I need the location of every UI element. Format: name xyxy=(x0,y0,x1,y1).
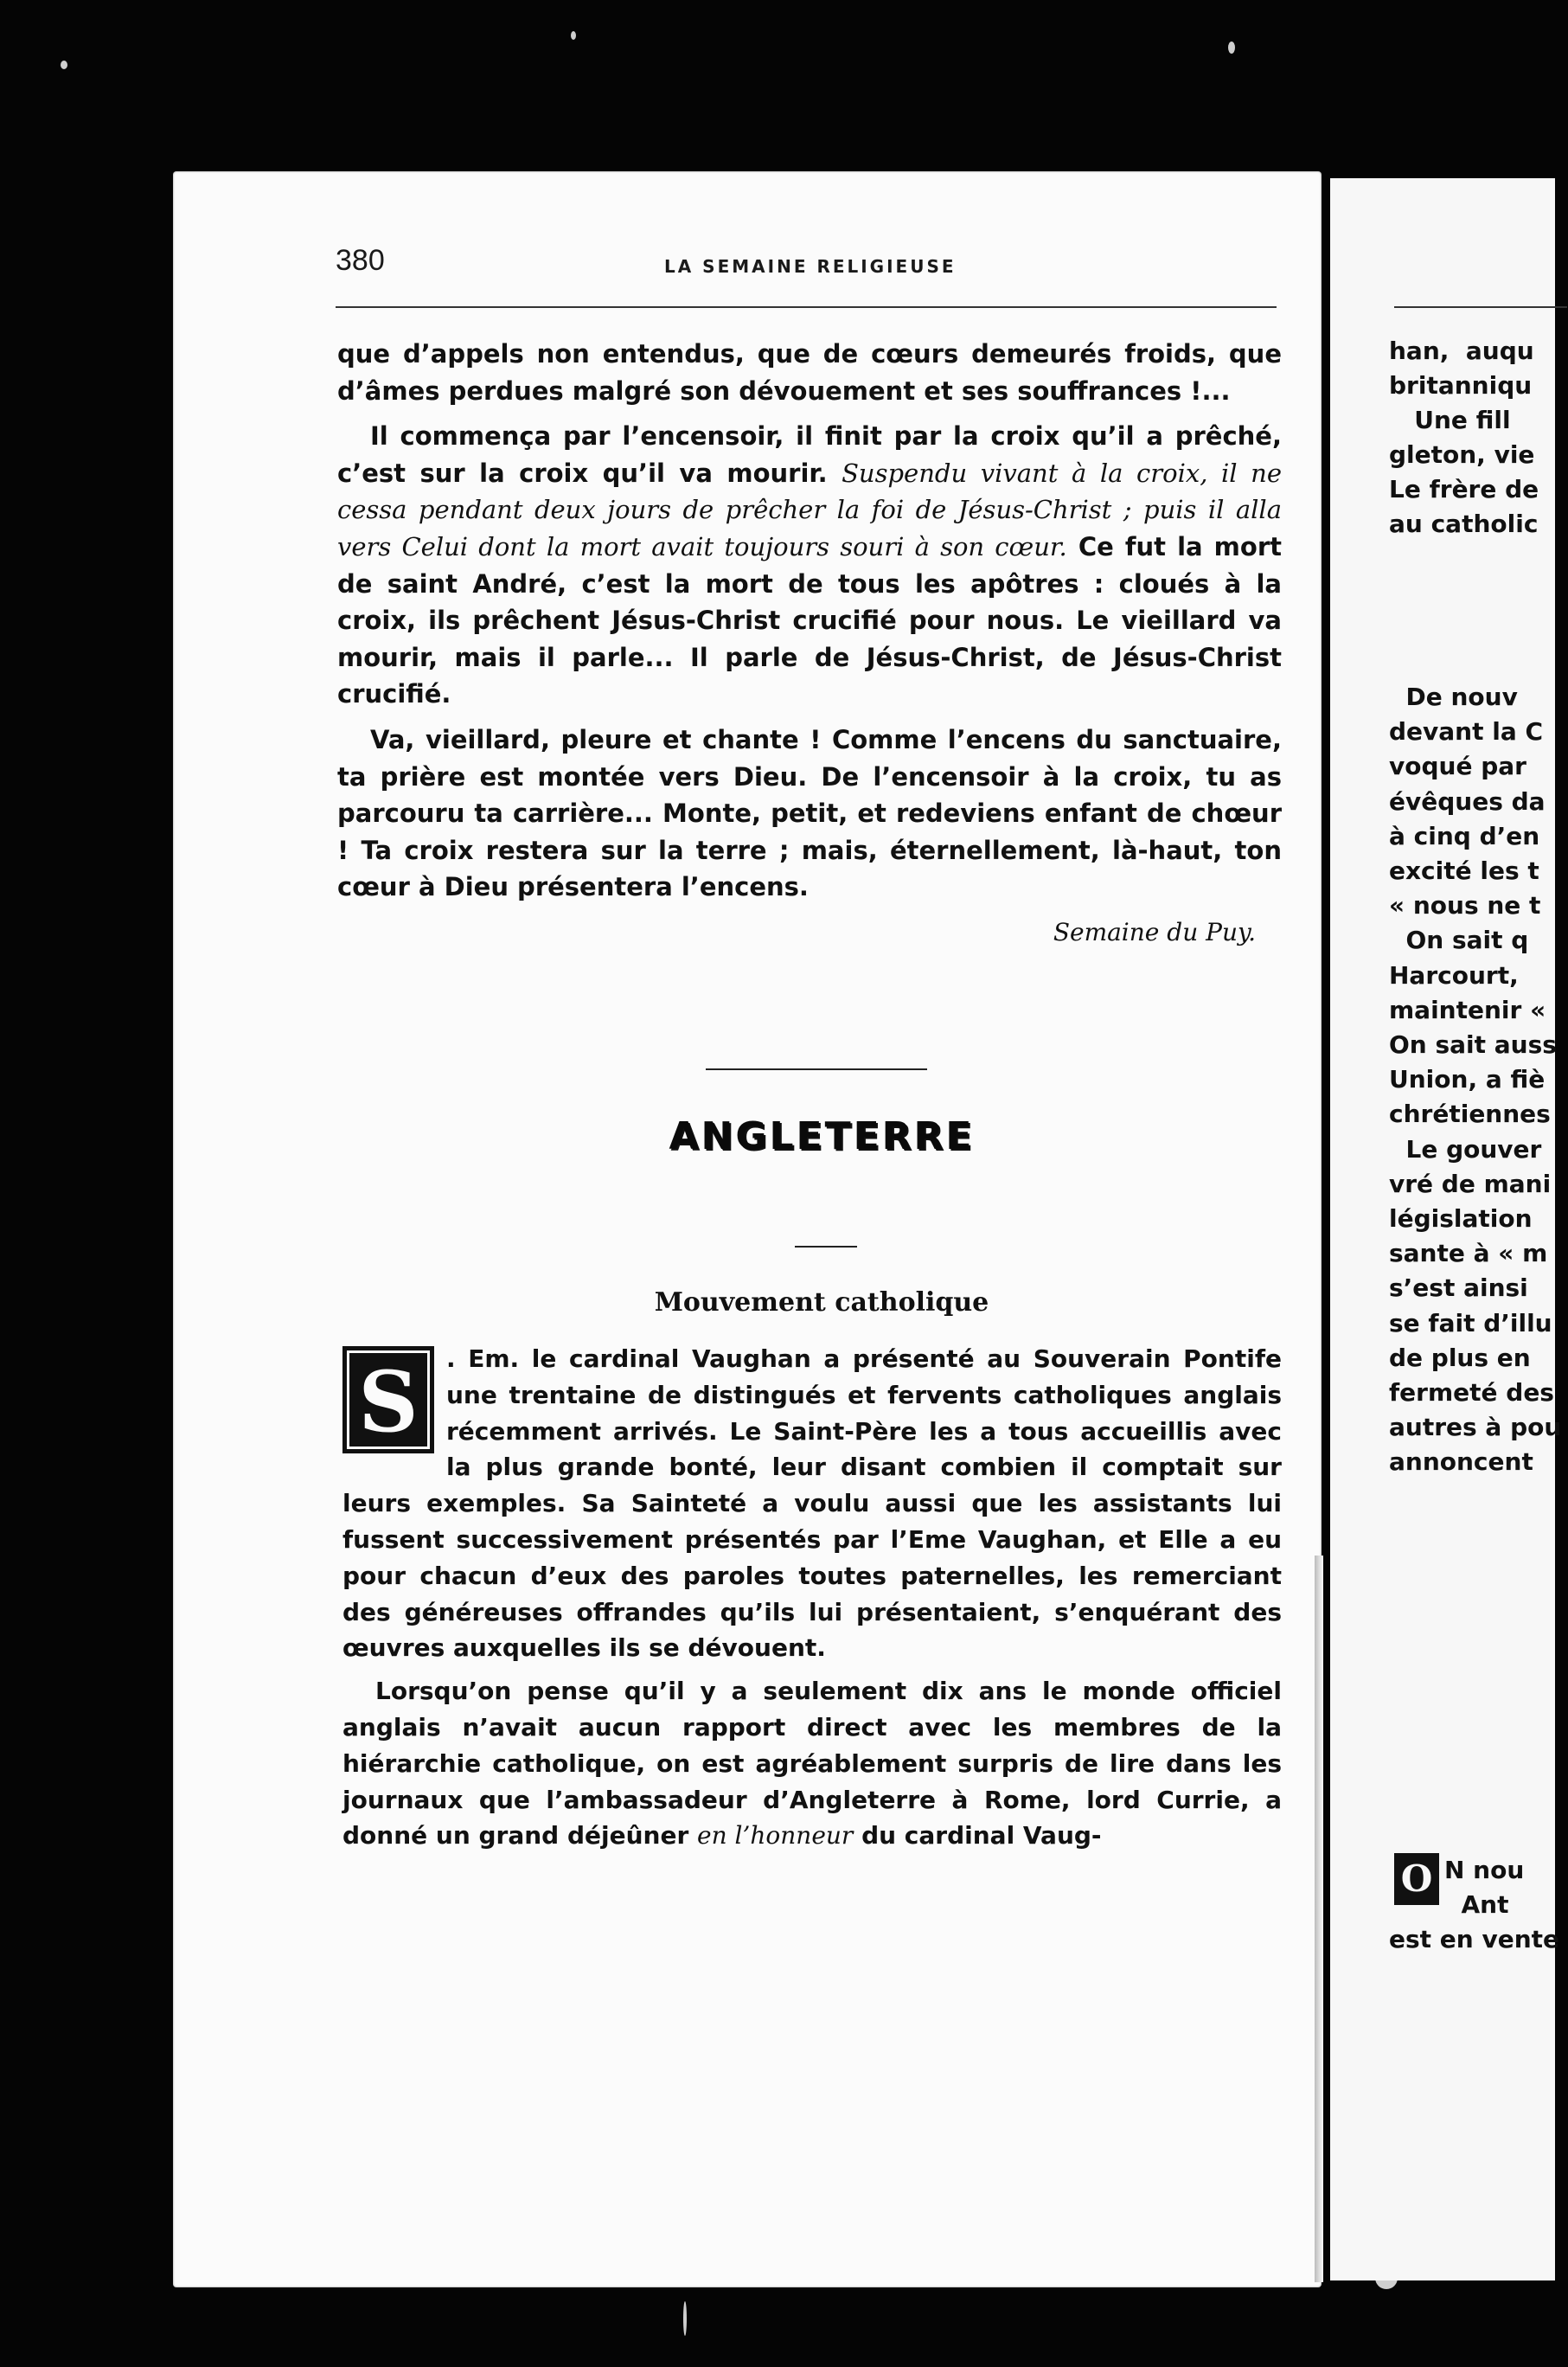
next-page-line: Le frère de xyxy=(1389,475,1539,504)
next-page-line: s’est ainsi xyxy=(1389,1273,1537,1303)
paragraph xyxy=(337,418,1282,713)
next-page-line: se fait d’illu xyxy=(1389,1308,1552,1337)
next-page-line: gleton, vie xyxy=(1389,440,1535,469)
scan-speck xyxy=(61,61,67,69)
text-run: du cardinal Vaug- xyxy=(853,1821,1102,1851)
next-page-line: han, auqu xyxy=(1389,337,1534,365)
header-rule xyxy=(336,306,1277,308)
next-page-line: évêques da xyxy=(1389,786,1546,816)
small-rule xyxy=(795,1246,857,1248)
italic-text: en l’honneur xyxy=(697,1821,854,1851)
next-page-line: au catholic xyxy=(1389,510,1539,538)
next-page-line: fermeté des xyxy=(1389,1378,1554,1407)
next-page-line: chrétiennes xyxy=(1389,1100,1551,1129)
next-page-line: à cinq d’en xyxy=(1389,821,1540,850)
scan-speck xyxy=(571,31,576,40)
next-page-line: « nous ne t xyxy=(1389,891,1541,920)
next-page-line: excité les t xyxy=(1389,856,1539,885)
upper-text xyxy=(337,336,1282,952)
section-title: ANGLETERRE xyxy=(669,1114,975,1158)
next-page-line: vré de mani xyxy=(1389,1169,1552,1198)
text-run: Il commença par l’encensoir, il finit par la croix qu’il a prêché, c’est sur la croix qu’il va mourir. xyxy=(337,421,1282,488)
page-header xyxy=(336,244,1278,287)
next-page-line: législation xyxy=(1389,1204,1541,1233)
page-edge-shadow xyxy=(1315,1556,1323,2282)
paragraph: que d’appels non entendus, que de cœurs demeurés froids, que d’âmes perdues malgré son dévouement et ses souffrances !... xyxy=(337,339,1282,406)
next-page-line: annoncent xyxy=(1389,1447,1542,1477)
scan-speck xyxy=(683,2301,687,2336)
next-page-line: Une fill xyxy=(1389,406,1511,434)
section-rule xyxy=(706,1068,927,1070)
next-page-fragment xyxy=(1330,178,1568,2280)
text-run: . Em. le cardinal Vaughan a présenté au Souverain Pontife une trentaine de distingués et fervents catholiques anglais récemment arrivés. Le Saint-Père les a tous accueillis avec la plus grande bonté, leur disant combien il comptait sur leurs exemples. Sa Sainteté a voulu aussi que les assistants lui fussent successivement présentés par l’Eme Vaughan, et Elle a eu pour chacun d’eux des paroles toutes paternelles, les remerciant des généreuses offrandes qu’ils lui présentaient, s’enquérant des œuvres auxquelles ils se dévouent. xyxy=(342,1344,1282,1663)
next-page-line: On sait q xyxy=(1389,926,1529,955)
next-page-line: N nou xyxy=(1444,1856,1525,1884)
next-page-line: devant la C xyxy=(1389,717,1544,747)
scanned-page xyxy=(173,171,1322,2287)
running-title: LA SEMAINE RELIGIEUSE xyxy=(664,256,957,277)
scan-speck xyxy=(1228,42,1235,54)
article-text xyxy=(342,1341,1282,1861)
next-page-line: britanniqu xyxy=(1389,371,1533,400)
next-page-line: Le gouver xyxy=(1389,1134,1542,1164)
paragraph: Va, vieillard, pleure et chante ! Comme l’encens du sanctuaire, ta prière est montée vers Dieu. De l’encensoir à la croix, tu as parcouru ta carrière... Monte, petit, et redeviens enfant de chœur ! Ta croix restera sur la terre ; mais, éternellement, là-haut, ton cœur à Dieu présentera l’encens. xyxy=(337,724,1282,902)
next-page-line: Harcourt, xyxy=(1389,960,1527,990)
next-page-line: De nouv xyxy=(1389,683,1518,711)
next-page-line: maintenir « xyxy=(1389,995,1546,1024)
text-run: Lorsqu’on pense qu’il y a seulement dix ans le monde officiel anglais n’avait aucun rapport direct avec les membres de la hiérarchie catholique, on est agréablement surpris de lire dans les journaux que l’ambassadeur d’Angleterre à Rome, lord Currie, a donné un grand déjeûner xyxy=(342,1677,1282,1851)
next-page-line: voqué par xyxy=(1389,752,1535,781)
text-run: Ce fut la mort de saint André, c’est la mort de tous les apôtres : cloués à la croix, ils prêchent Jésus-Christ crucifié pour nous. Le vieillard va mourir, mais il parle... Il parle de Jésus-Christ, de Jésus-Christ crucifié. xyxy=(337,531,1282,709)
italic-text: Suspendu vivant à la croix, il ne cessa pendant deux jours de prêcher la foi de Jésus-Christ ; puis il alla vers Celui dont la mort avait toujours souri à son cœur. xyxy=(337,458,1282,561)
signature: Semaine du Puy. xyxy=(1053,917,1256,946)
paragraph xyxy=(342,1341,1282,1666)
next-page-line: autres à pou xyxy=(1389,1413,1562,1442)
next-page-line: Ant xyxy=(1444,1890,1509,1919)
section-subtitle: Mouvement catholique xyxy=(654,1287,989,1318)
next-page-line: On sait auss xyxy=(1389,1030,1557,1059)
paragraph xyxy=(342,1673,1282,1854)
next-header-rule xyxy=(1394,306,1567,308)
next-page-line: sante à « m xyxy=(1389,1239,1548,1268)
next-page-line: est en vente xyxy=(1389,1925,1568,1953)
next-page-line: de plus en xyxy=(1389,1343,1539,1372)
next-drop-cap: O xyxy=(1394,1853,1439,1905)
next-page-line: Union, a fiè xyxy=(1389,1065,1546,1094)
page-number: 380 xyxy=(336,244,385,277)
drop-cap: S xyxy=(342,1346,434,1453)
